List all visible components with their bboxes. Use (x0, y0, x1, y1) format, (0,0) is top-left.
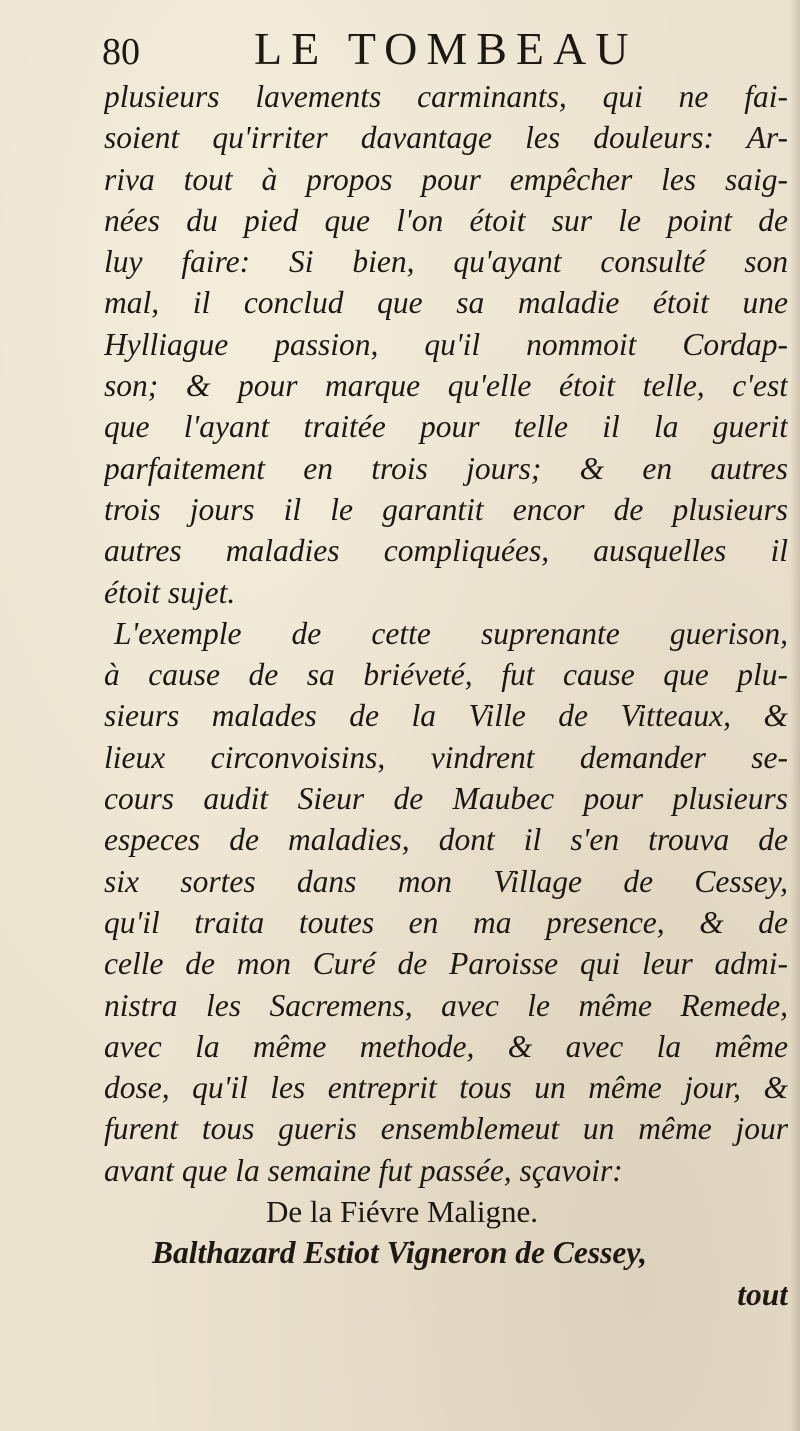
text-line: luy faire: Si bien, qu'ayant consulté son (104, 244, 788, 280)
text-line: plusieurs lavements carminants, qui ne fai- (104, 79, 788, 114)
text-line: furent tous gueris ensemblemeut un même jour (104, 1111, 788, 1147)
text-line: trois jours il le garantit encor de plusieurs (104, 491, 788, 527)
text-line: avant que la semaine fut passée, sçavoir: (104, 1152, 623, 1188)
text-line: nées du pied que l'on étoit sur le point de (104, 202, 788, 238)
text-line: celle de mon Curé de Paroisse qui leur admi- (104, 946, 788, 982)
text-line: à cause de sa briéveté, fut cause que plu- (104, 657, 788, 693)
text-line: parfaitement en trois jours; & en autres (104, 450, 788, 486)
text-line: nistra les Sacremens, avec le même Remede, (104, 987, 788, 1023)
text-line: soient qu'irriter davantage les douleurs: Ar- (104, 120, 788, 156)
catchword: tout (737, 1276, 788, 1312)
text-line: sieurs malades de la Ville de Vitteaux, & (104, 698, 788, 734)
text-line: six sortes dans mon Village de Cessey, (104, 863, 788, 899)
page-number: 80 (102, 31, 140, 73)
body-text (104, 76, 788, 1315)
text-line: qu'il traita toutes en ma presence, & de (104, 904, 788, 940)
text-line: Hylliague passion, qu'il nommoit Cordap- (104, 326, 788, 362)
text-line: son; & pour marque qu'elle étoit telle, c'est (104, 368, 788, 404)
running-head (104, 22, 788, 72)
text-line: mal, il conclud que sa maladie étoit une (104, 285, 788, 321)
section-heading: De la Fiévre Maligne. (266, 1194, 539, 1230)
text-line: autres maladies compliquées, ausquelles il (104, 533, 788, 569)
text-line: cours audit Sieur de Maubec pour plusieurs (104, 781, 788, 817)
text-line: L'exemple de cette suprenante guerison, (114, 615, 788, 651)
text-line: especes de maladies, dont il s'en trouva de (104, 822, 788, 858)
running-title: LE TOMBEAU (254, 23, 638, 74)
text-line: étoit sujet. (104, 574, 236, 610)
text-line: lieux circonvoisins, vindrent demander se- (104, 739, 788, 775)
text-line: que l'ayant traitée pour telle il la guerit (104, 409, 788, 445)
text-line: dose, qu'il les entreprit tous un même jour, & (104, 1070, 788, 1106)
text-line: avec la même methode, & avec la même (104, 1028, 788, 1064)
text-line: riva tout à propos pour empêcher les saig- (104, 161, 788, 197)
page-edge-shadow (790, 0, 800, 1431)
patient-name-line: Balthazard Estiot Vigneron de Cessey, (152, 1235, 648, 1271)
